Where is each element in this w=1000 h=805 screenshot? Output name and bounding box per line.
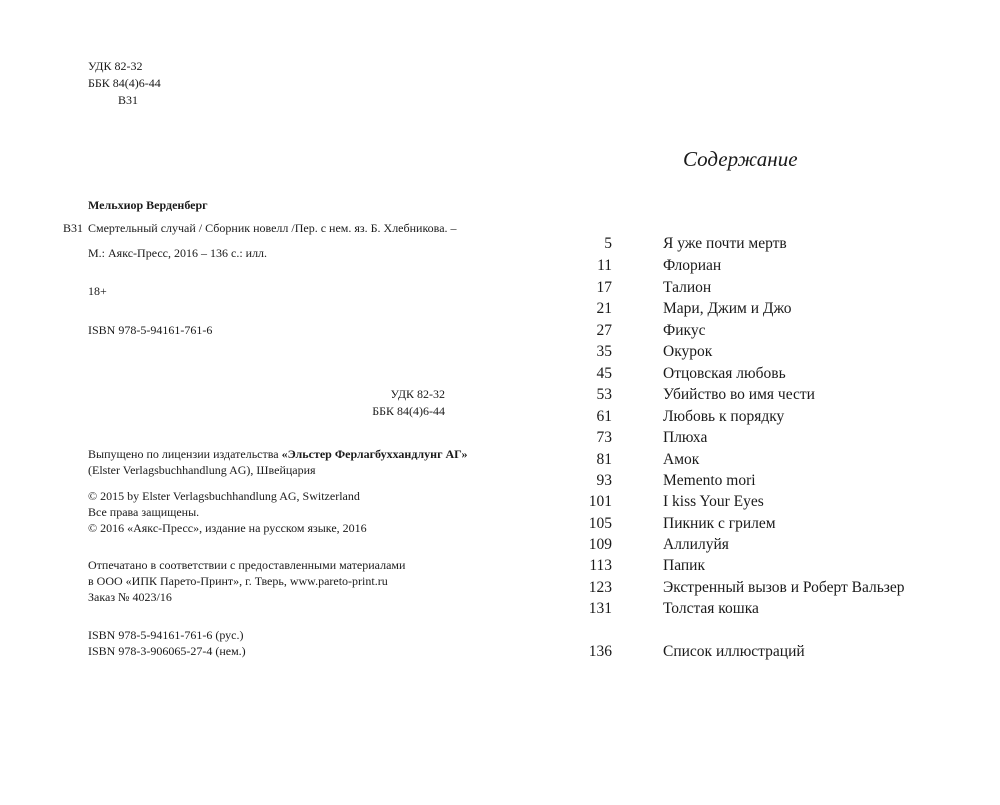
contents-item-page: 45 (596, 365, 612, 382)
contents-item (0, 557, 1000, 579)
contents-item-title: Толстая кошка (663, 600, 759, 617)
contents-item (0, 257, 1000, 279)
order-number: Заказ № 4023/16 (88, 590, 172, 604)
contents-item-title: Флориан (663, 257, 722, 274)
contents-item-title: Папик (663, 557, 705, 574)
contents-item (0, 300, 1000, 322)
printing-info-line1: Отпечатано в соответствии с предоставленными материалами (88, 558, 406, 572)
copyright-russian: © 2016 «Аякс-Пресс», издание на русском языке, 2016 (88, 521, 367, 535)
contents-item-page: 27 (596, 322, 612, 339)
contents-item (0, 579, 1000, 601)
contents-item-title: Я уже почти мертв (663, 235, 787, 252)
printing-info-line2: в ООО «ИПК Парето-Принт», г. Тверь, www.pareto-print.ru (88, 574, 388, 588)
contents-item-page: 109 (588, 536, 612, 553)
contents-item-page: 123 (588, 579, 612, 596)
contents-item-page: 113 (589, 557, 612, 574)
contents-item-page: 5 (604, 235, 612, 252)
contents-item-title: Отцовская любовь (663, 365, 786, 382)
contents-item-title: Фикус (663, 322, 706, 339)
bbk-code-right: ББК 84(4)6-44 (372, 404, 445, 418)
isbn-russian: ISBN 978-5-94161-761-6 (рус.) (88, 628, 244, 642)
contents-item-page: 17 (596, 279, 612, 296)
contents-item-title: Талион (663, 279, 712, 296)
contents-item (0, 451, 1000, 473)
contents-item-title: Пикник с грилем (663, 515, 776, 532)
contents-item-page: 35 (596, 343, 612, 360)
contents-item-title: Убийство во имя чести (663, 386, 815, 403)
isbn-main: ISBN 978-5-94161-761-6 (88, 323, 213, 337)
udk-code-right: УДК 82-32 (390, 387, 445, 401)
bibliographic-entry-line2: М.: Аякс-Пресс, 2016 – 136 с.: илл. (88, 246, 268, 260)
contents-item-title: Мари, Джим и Джо (663, 300, 792, 317)
contents-item-page: 101 (588, 493, 612, 510)
contents-item (0, 235, 1000, 257)
contents-item-page: 11 (597, 257, 612, 274)
author-name: Мельхиор Верденберг (88, 198, 208, 212)
contents-item (0, 643, 1000, 665)
entry-mark: В31 (63, 221, 84, 235)
contents-item-title: Амок (663, 451, 700, 468)
contents-item-title: Список иллюстраций (663, 643, 805, 660)
contents-item-title: Плюха (663, 429, 708, 446)
rights-reserved: Все права защищены. (88, 505, 200, 519)
contents-item-page: 73 (596, 429, 612, 446)
contents-item-page: 21 (596, 300, 612, 317)
contents-item (0, 343, 1000, 365)
contents-item (0, 429, 1000, 451)
contents-item (0, 600, 1000, 622)
contents-item-page: 105 (588, 515, 612, 532)
license-line2: (Elster Verlagsbuchhandlung AG), Швейцария (88, 463, 316, 477)
contents-item (0, 386, 1000, 408)
contents-item-page: 93 (596, 472, 612, 489)
age-rating: 18+ (88, 284, 107, 298)
contents-item (0, 279, 1000, 301)
contents-item (0, 322, 1000, 344)
copyright-original: © 2015 by Elster Verlagsbuchhandlung AG, Switzerland (88, 489, 360, 503)
contents-item (0, 493, 1000, 515)
contents-item-page: 136 (588, 643, 612, 660)
contents-title: Содержание (683, 147, 798, 171)
contents-item (0, 536, 1000, 558)
bibliographic-entry-line1: Смертельный случай / Сборник новелл /Пер. с нем. яз. Б. Хлебникова. – (88, 221, 457, 235)
isbn-german: ISBN 978-3-906065-27-4 (нем.) (88, 644, 246, 658)
contents-item-title: Memento mori (663, 472, 756, 489)
contents-item-page: 61 (596, 408, 612, 425)
contents-item-title: Аллилуйя (663, 536, 729, 553)
contents-item (0, 472, 1000, 494)
license-publisher: «Эльстер Ферлагбуххандлунг АГ» (281, 447, 468, 461)
contents-item (0, 515, 1000, 537)
license-prefix: Выпущено по лицензии издательства (88, 447, 279, 461)
contents-item-page: 131 (588, 600, 612, 617)
contents-item-title: Экстренный вызов и Роберт Вальзер (663, 579, 905, 596)
bbk-code: ББК 84(4)6-44 (88, 76, 161, 90)
contents-item-page: 81 (596, 451, 612, 468)
contents-item-page: 53 (596, 386, 612, 403)
udk-code: УДК 82-32 (88, 59, 143, 73)
contents-item (0, 408, 1000, 430)
contents-item-title: Любовь к порядку (663, 408, 785, 425)
contents-item (0, 365, 1000, 387)
contents-item-title: I kiss Your Eyes (663, 493, 764, 510)
author-mark: В31 (118, 93, 139, 107)
contents-item-title: Окурок (663, 343, 713, 360)
